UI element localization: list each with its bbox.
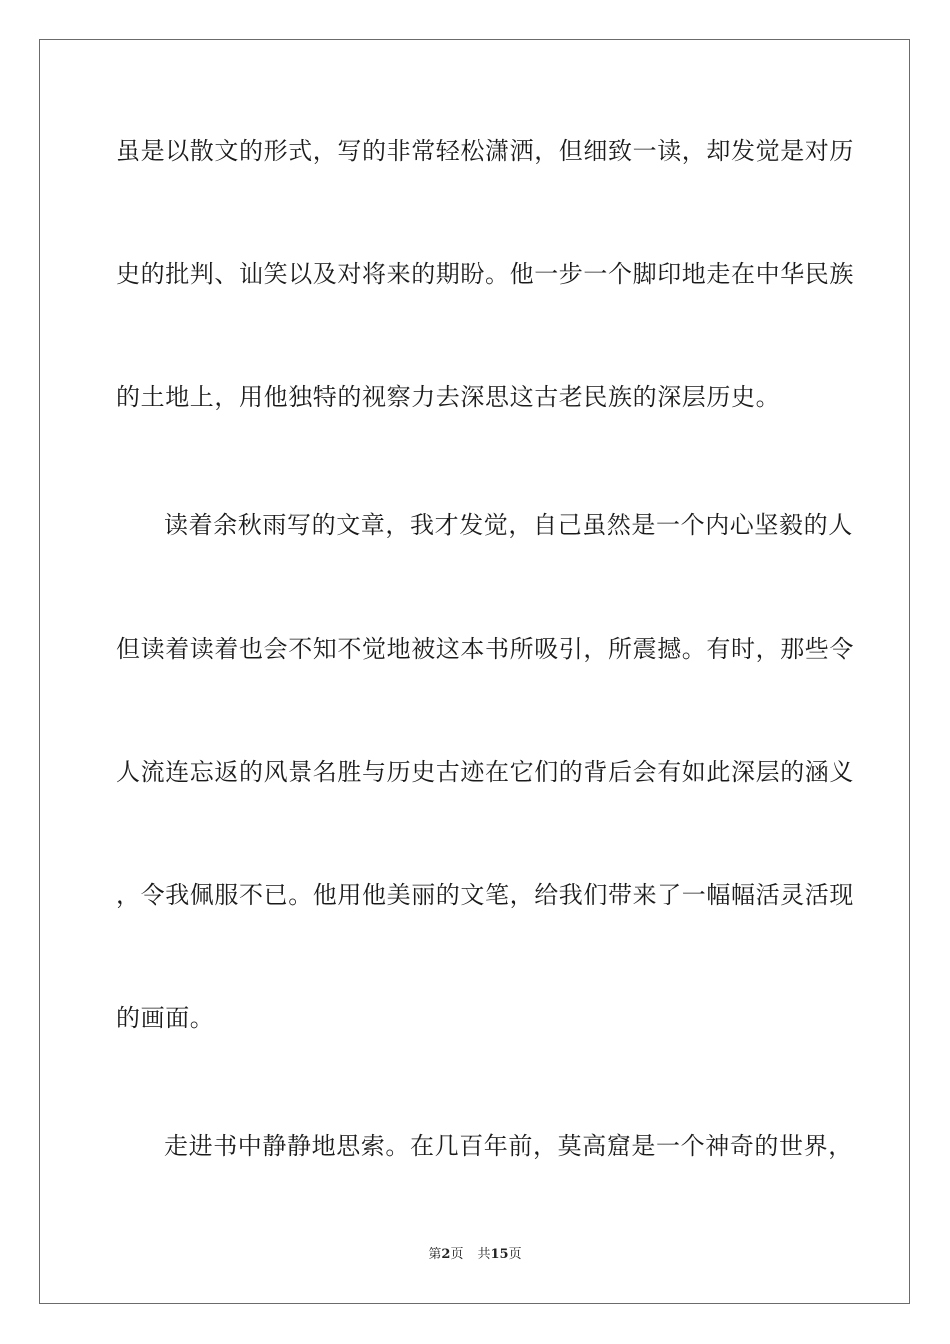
page-footer [0, 1246, 950, 1264]
text-line-6: 人流连忘返的风景名胜与历史古迹在它们的背后会有如此深层的涵义 [116, 758, 854, 786]
total-pages: 15 [490, 1247, 509, 1262]
total-prefix: 共 [477, 1247, 491, 1262]
page-prefix: 第 [428, 1247, 442, 1262]
text-line-4: 读着余秋雨写的文章，我才发觉，自己虽然是一个内心坚毅的人 [164, 511, 853, 539]
text-line-9: 走进书中静静地思索。在几百年前，莫高窟是一个神奇的世界， [164, 1132, 853, 1160]
text-line-3: 的土地上，用他独特的视察力去深思这古老民族的深层历史。 [116, 383, 781, 411]
total-suffix: 页 [508, 1247, 522, 1262]
text-line-8: 的画面。 [116, 1004, 215, 1032]
text-line-2: 史的批判、讪笑以及对将来的期盼。他一步一个脚印地走在中华民族 [116, 260, 854, 288]
text-line-7: ，令我佩服不已。他用他美丽的文笔，给我们带来了一幅幅活灵活现 [116, 881, 854, 909]
page-border [39, 39, 910, 1304]
page-suffix: 页 [450, 1247, 464, 1262]
page-number: 2 [441, 1247, 451, 1262]
text-line-5: 但读着读着也会不知不觉地被这本书所吸引，所震撼。有时，那些令 [116, 635, 854, 663]
text-line-1: 虽是以散文的形式，写的非常轻松潇洒，但细致一读，却发觉是对历 [116, 137, 854, 165]
